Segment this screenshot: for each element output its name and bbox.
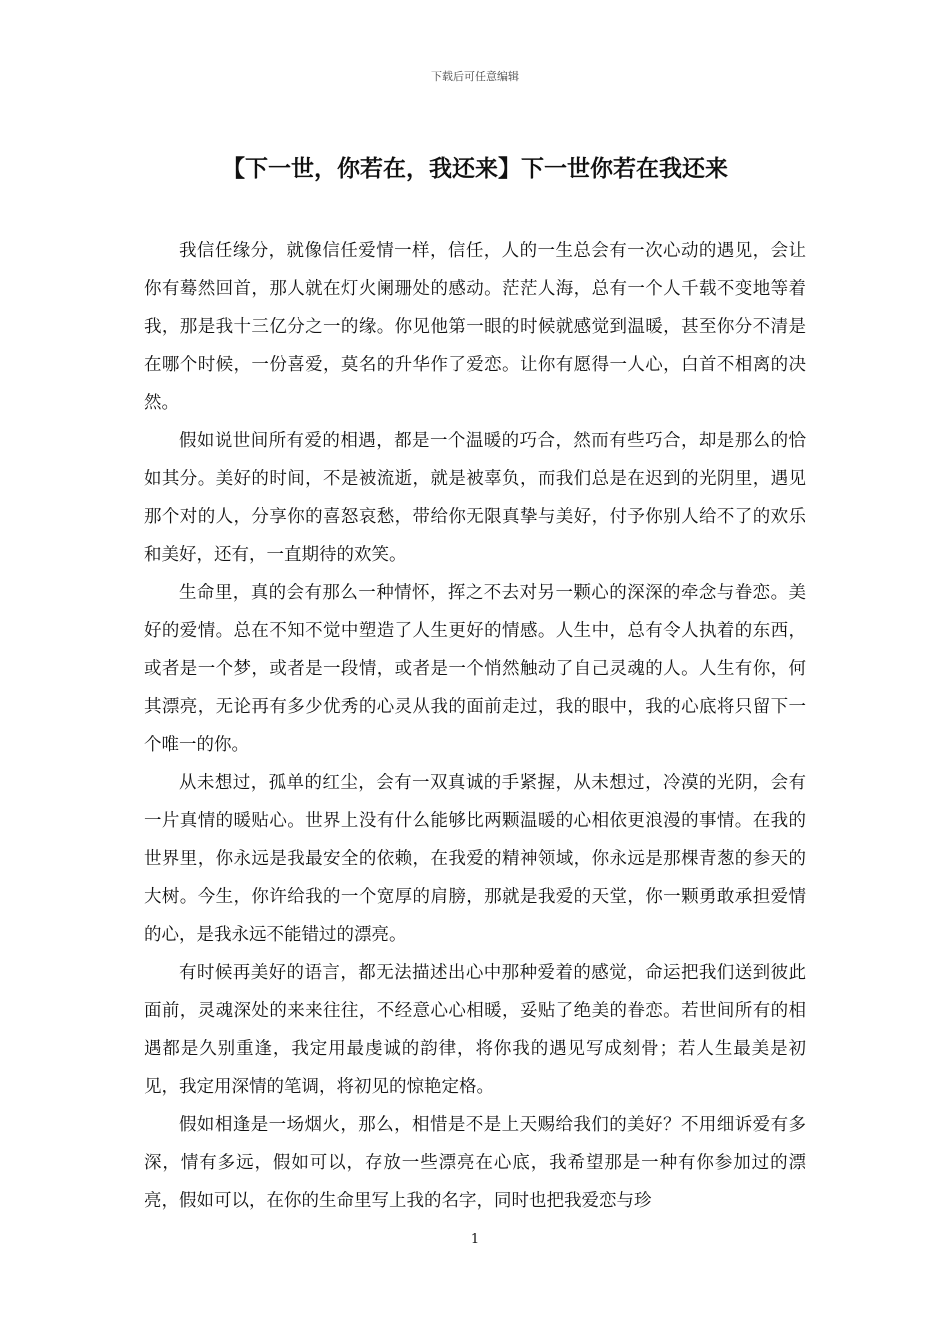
paragraph-5: 有时候再美好的语言，都无法描述出心中那种爱着的感觉，命运把我们送到彼此面前，灵魂深处的来来往往，不经意心心相暖，妥贴了绝美的眷恋。若世间所有的相遇都是久别重逢，我定用最虔诚的韵律，将你我的遇见写成刻骨；若人生最美是初见，我定用深情的笔调，将初见的惊艳定格。 (144, 963, 806, 1097)
paragraph-2: 假如说世间所有爱的相遇，都是一个温暖的巧合，然而有些巧合，却是那么的恰如其分。美好的时间，不是被流逝，就是被辜负，而我们总是在迟到的光阴里，遇见那个对的人，分享你的喜怒哀愁，带给你无限真挚与美好，付予你别人给不了的欢乐和美好，还有，一直期待的欢笑。 (144, 431, 806, 565)
paragraph-4: 从未想过，孤单的红尘，会有一双真诚的手紧握，从未想过，冷漠的光阴，会有一片真情的暖贴心。世界上没有什么能够比两颗温暖的心相依更浪漫的事情。在我的世界里，你永远是我最安全的依赖，在我爱的精神领域，你永远是那棵青葱的参天的大树。今生，你许给我的一个宽厚的肩膀，那就是我爱的天堂，你一颗勇敢承担爱情的心，是我永远不能错过的漂亮。 (144, 773, 806, 945)
paragraph-3: 生命里，真的会有那么一种情怀，挥之不去对另一颗心的深深的牵念与眷恋。美好的爱情。总在不知不觉中塑造了人生更好的情感。人生中，总有令人执着的东西，或者是一个梦，或者是一段情，或者是一个悄然触动了自己灵魂的人。人生有你，何其漂亮，无论再有多少优秀的心灵从我的面前走过，我的眼中，我的心底将只留下一个唯一的你。 (144, 583, 806, 755)
page-number: 1 (470, 1232, 480, 1247)
header-note: 下载后可任意编辑 (431, 70, 519, 83)
paragraph-6: 假如相逢是一场烟火，那么，相惜是不是上天赐给我们的美好？不用细诉爱有多深，情有多远，假如可以，存放一些漂亮在心底，我希望那是一种有你参加过的漂亮，假如可以，在你的生命里写上我的名字，同时也把我爱恋与珍 (144, 1115, 806, 1211)
paragraph-1: 我信任缘分，就像信任爱情一样，信任，人的一生总会有一次心动的遇见，会让你有蓦然回首，那人就在灯火阑珊处的感动。茫茫人海，总有一个人千载不变地等着我，那是我十三亿分之一的缘。你见他第一眼的时候就感觉到温暖，甚至你分不清是在哪个时候，一份喜爱，莫名的升华作了爱恋。让你有愿得一人心，白首不相离的决然。 (144, 241, 806, 413)
document-body (144, 232, 806, 1220)
document-title: 【下一世，你若在，我还来】下一世你若在我还来 (222, 155, 728, 182)
